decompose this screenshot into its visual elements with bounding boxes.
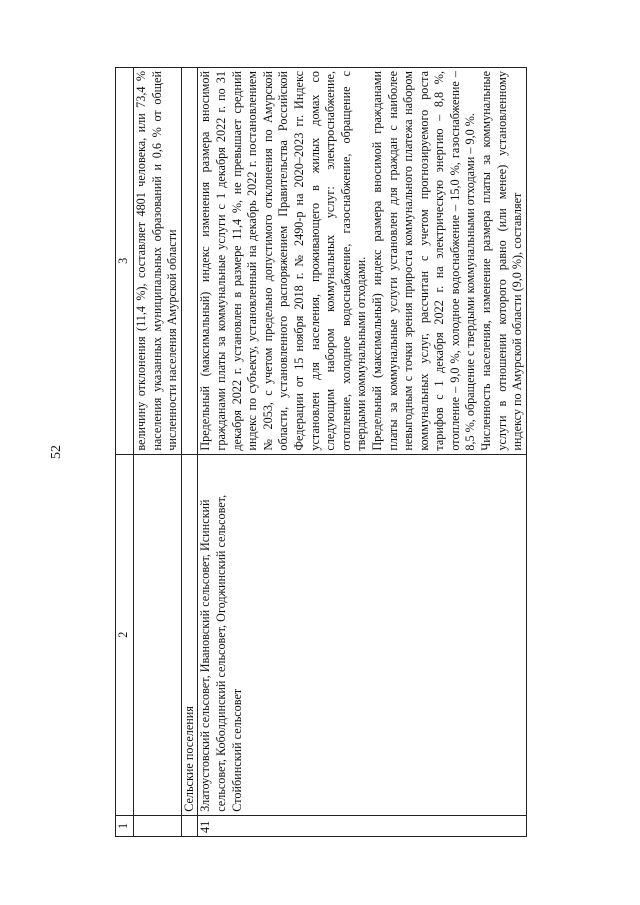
document-table: [115, 67, 527, 837]
row-description: [198, 68, 526, 455]
section-row: [181, 68, 198, 837]
continuation-row: [134, 68, 182, 837]
description-paragraph-2: Предельный (максимальный) индекс размера вносимой гражданами платы за коммунальные услуги установлен для граждан с наиболее невыгодным с точки зрения прироста коммунального платежа набором коммунальных услуг, рассчитан с учетом прогнозируемого роста тарифов с 1 декабря 2022 г. на электрическую энергию – 8,8 %, отопление – 9,0 %, холодное водоснабжение – 15,0 %, газоснабжение – 8,5 %, обращение с твердыми коммунальными отходами – 9,0 %.: [369, 71, 478, 451]
row-number: 41: [198, 815, 526, 836]
section-number-cell: [181, 815, 198, 836]
header-cell-3: 3: [116, 68, 134, 455]
table-header-row: [116, 68, 134, 837]
continuation-name-cell: [134, 454, 182, 815]
continuation-number-cell: [134, 815, 182, 836]
description-paragraph-3: Численность населения, изменение размера платы за коммунальные услуги в отношении которого равно (или менее) установленному индексу по Амурской области (9,0 %), составляет: [479, 71, 525, 451]
section-title: Сельские поселения: [181, 454, 198, 815]
section-text-cell: [181, 68, 198, 455]
continuation-text: величину отклонения (11,4 %), составляет 4801 человека, или 73,4 % населения указанных муниципальных образований и 0,6 % от общей численности населения Амурской области: [134, 68, 182, 455]
header-cell-1: 1: [116, 815, 134, 836]
rotated-table-page: [115, 67, 569, 837]
row-settlement-names: Златоустовский сельсовет, Ивановский сельсовет, Исинский сельсовет, Коболдинский сельсовет, Огоджинский сельсовет, Стойбинский сельсовет: [198, 454, 526, 815]
table-row: [198, 68, 526, 837]
page-number: 52: [49, 445, 64, 459]
description-paragraph-1: Предельный (максимальный) индекс изменения размера вносимой гражданами платы за коммунальные услуги с 1 декабря 2022 г. по 31 декабря 2022 г. установлен в размере 11,4 %, не превышает средний индекс по субъекту, установленный на декабрь 2022 г. постановлением № 2053, с учетом предельно допустимого отклонения по Амурской области, установленного распоряжением Правительства Российской Федерации от 15 ноября 2018 г. № 2490-р на 2020–2023 гг. Индекс установлен для населения, проживающего в жилых домах со следующим набором коммунальных услуг: электроснабжение, отопление, холодное водоснабжение, газоснабжение, обращение с твердыми коммунальными отходами.: [198, 71, 369, 451]
header-cell-2: 2: [116, 454, 134, 815]
